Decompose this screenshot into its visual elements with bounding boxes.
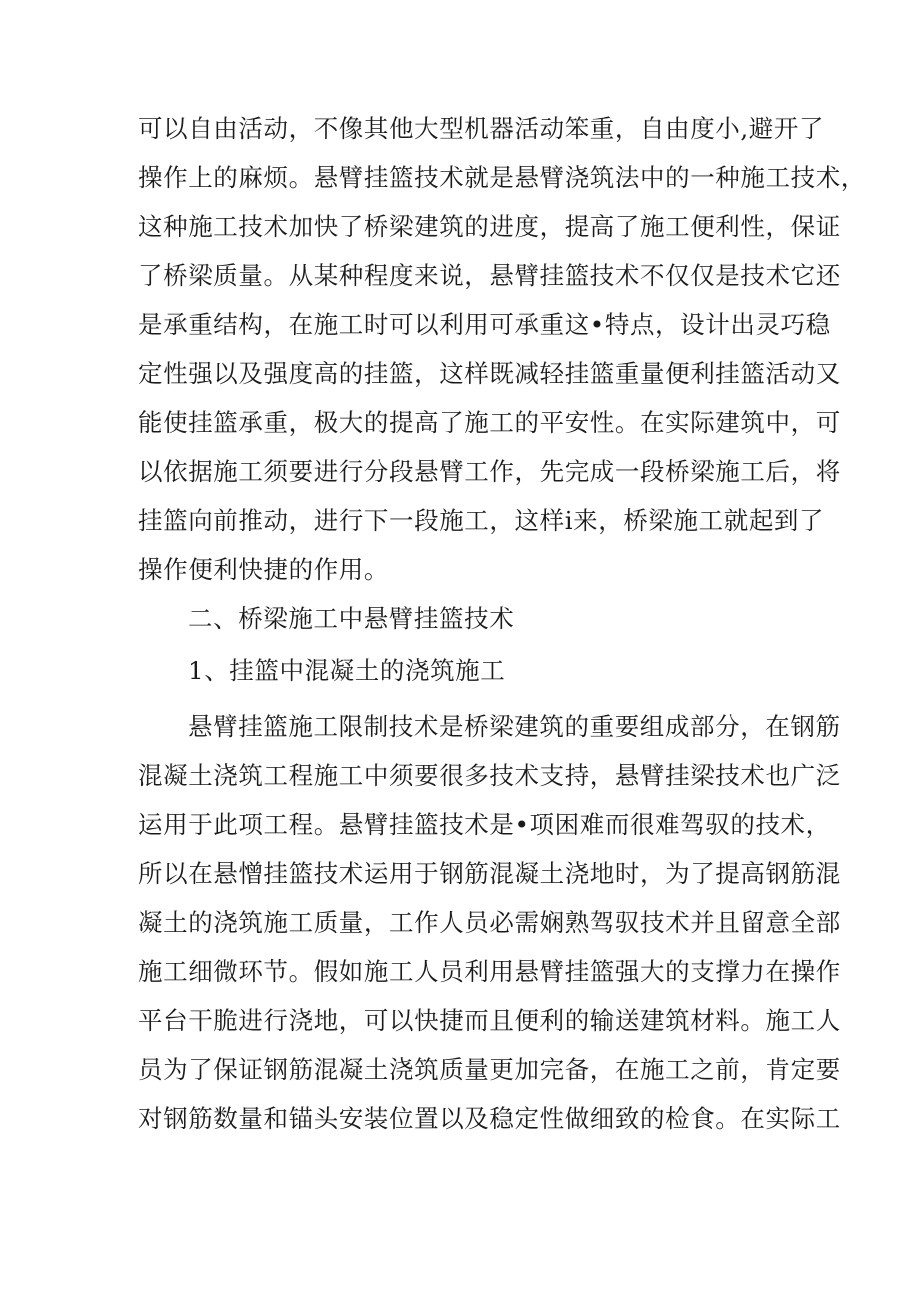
text-line: 悬臂挂篮施工限制技术是桥梁建筑的重要组成部分，在钢筋 [188, 712, 841, 741]
text-line: 能使挂篮承重，极大的提高了施工的平安性。在实际建筑中，可 [138, 408, 841, 437]
text-line: 混凝土浇筑工程施工中须要很多技术支持，悬臂挂梁技术也广泛 [138, 761, 841, 790]
text-line: 定性强以及强度高的挂篮，这样既减轻挂篮重量便利挂篮活动又 [138, 359, 841, 388]
text-line: 运用于此项工程。悬臂挂篮技术是•项困难而很难驾驭的技术， [138, 810, 831, 839]
text-line: 这种施工技术加快了桥梁建筑的进度，提高了施工便利性，保证 [138, 212, 841, 241]
text-line: 凝土的浇筑施工质量，工作人员必需娴熟驾驭技术并且留意全部 [138, 908, 841, 937]
section-heading: 二、桥梁施工中悬臂挂篮技术 [188, 604, 515, 633]
text-line: 员为了保证钢筋混凝土浇筑质量更加完备，在施工之前，肯定要 [138, 1055, 841, 1084]
text-line: 平台干脆进行浇地，可以快捷而且便利的输送建筑材料。施工人 [138, 1006, 841, 1035]
text-line: 挂篮向前推动，进行下一段施工，这样i来，桥梁施工就起到了 [138, 506, 825, 535]
text-line: 施工细微环节。假如施工人员利用悬臂挂篮强大的支撑力在操作 [138, 957, 841, 986]
text-line: 以依据施工须要进行分段悬臂工作，先完成一段桥梁施工后，将 [138, 457, 841, 486]
text-line: 是承重结构，在施工时可以利用可承重这•特点，设计出灵巧稳 [138, 310, 831, 339]
text-line: 操作便利快捷的作用。 [138, 555, 389, 584]
text-line: 了桥梁质量。从某种程度来说，悬臂挂篮技术不仅仅是技术它还 [138, 261, 841, 290]
text-line: 操作上的麻烦。悬臂挂篮技术就是悬臂浇筑法中的一种施工技术， [138, 163, 866, 192]
subsection-heading: 1、挂篮中混凝土的浇筑施工 [188, 656, 506, 685]
text-line: 所以在悬憎挂篮技术运用于钢筋混凝土浇地时，为了提高钢筋混 [138, 859, 841, 888]
text-line: 可以自由活动，不像其他大型机器活动笨重，自由度小,避开了 [138, 114, 825, 143]
text-line: 对钢筋数量和锚头安装位置以及稳定性做细致的检食。在实际工 [138, 1104, 841, 1133]
